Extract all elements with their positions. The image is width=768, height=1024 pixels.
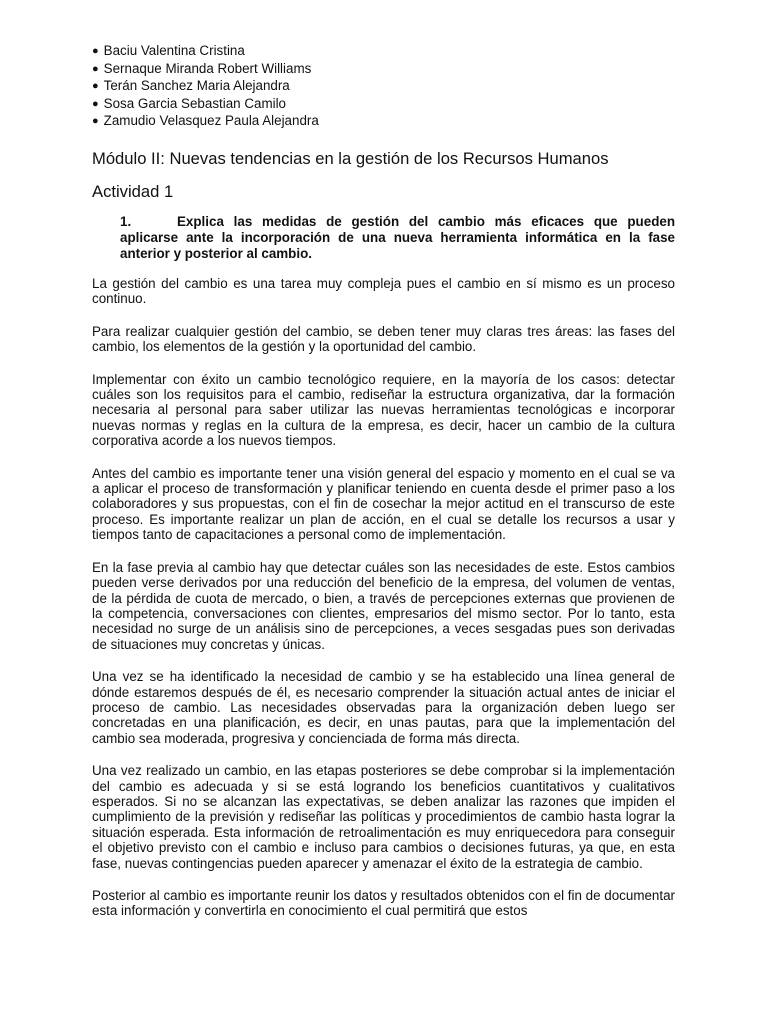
question-number: 1.	[120, 214, 132, 229]
paragraph: Posterior al cambio es importante reunir los datos y resultados obtenidos con el fin de documentar esta información y convertirla en conocimiento el cual permitirá que estos	[92, 888, 675, 919]
paragraph: La gestión del cambio es una tarea muy compleja pues el cambio en sí mismo es un proceso continuo.	[92, 276, 675, 307]
paragraph: Implementar con éxito un cambio tecnológico requiere, en la mayoría de los casos: detectar cuáles son los requisitos para el cambio, rediseñar la estructura organizativa, dar la formación necesaria al personal para saber utilizar las nuevas herramientas tecnológicas e incorporar nuevas normas y reglas en la cultura de la empresa, es decir, hacer un cambio de la cultura corporativa acorde a los nuevos tiempos.	[92, 371, 675, 449]
paragraph: Antes del cambio es importante tener una visión general del espacio y momento en el cual se va a aplicar el proceso de transformación y planificar teniendo en cuenta desde el primer paso a los colaboradores y sus propuestas, con el fin de cosechar la mejor actitud en el transcurso de este proceso. Es importante realizar un plan de acción, en el cual se detalle los recursos a usar y tiempos tanto de capacitaciones a personal como de implementación.	[92, 465, 675, 543]
author-item: ● Terán Sanchez Maria Alejandra	[92, 77, 319, 95]
paragraph: En la fase previa al cambio hay que detectar cuáles son las necesidades de este. Estos cambios pueden verse derivados por una reducción del beneficio de la empresa, del volumen de ventas, de la pérdida de cuota de mercado, o bien, a través de percepciones externas que provienen de la competencia, conversaciones con clientes, empresarios del mismo sector. Por lo tanto, esta necesidad no surge de un análisis sino de percepciones, a veces sesgadas pues son derivadas de situaciones muy concretas y únicas.	[92, 559, 675, 652]
paragraph: Para realizar cualquier gestión del cambio, se deben tener muy claras tres áreas: las fases del cambio, los elementos de la gestión y la oportunidad del cambio.	[92, 323, 675, 355]
activity-title: Actividad 1	[92, 182, 174, 201]
module-title: Módulo II: Nuevas tendencias en la gestión de los Recursos Humanos	[92, 149, 609, 168]
paragraph: Una vez se ha identificado la necesidad de cambio y se ha establecido una línea general de dónde estaremos después de él, es necesario comprender la situación actual antes de iniciar el proceso de cambio. Las necesidades observadas para la organización deben luego ser concretadas en una planificación, es decir, en unas pautas, para que la implementación del cambio sea moderada, progresiva y concienciada de forma más directa.	[92, 669, 675, 746]
paragraph: Una vez realizado un cambio, en las etapas posteriores se debe comprobar si la implementación del cambio es adecuada y si se está logrando los beneficios cuantitativos y cualitativos esperados. Si no se alcanzan las expectativas, se deben analizar las razones que impiden el cumplimiento de la previsión y rediseñar las políticas y procedimientos de cambio hasta lograr la situación esperada. Esta información de retroalimentación es muy enriquecedora para conseguir el objetivo previsto con el cambio e incluso para cambios o decisiones futuras, ya que, en esta fase, nuevas contingencias pueden aparecer y amenazar el éxito de la estrategia de cambio.	[92, 763, 675, 871]
question	[120, 214, 675, 263]
author-item: ● Zamudio Velasquez Paula Alejandra	[92, 112, 319, 130]
author-item: ● Sosa Garcia Sebastian Camilo	[92, 95, 319, 113]
author-item: ● Baciu Valentina Cristina	[92, 42, 319, 60]
question-text: Explica las medidas de gestión del cambio más eficaces que pueden aplicarse ante la incorporación de una nueva herramienta informática en la fase anterior y posterior al cambio.	[120, 214, 675, 262]
body-text	[92, 276, 675, 936]
author-item: ● Sernaque Miranda Robert Williams	[92, 60, 319, 78]
author-list	[92, 42, 319, 130]
